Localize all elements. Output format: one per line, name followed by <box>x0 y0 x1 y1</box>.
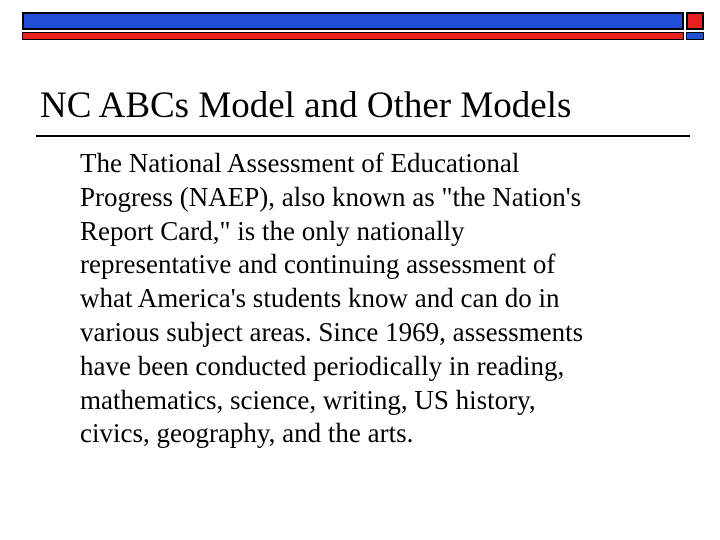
body-line: civics, geography, and the arts. <box>80 418 414 449</box>
header-bar-blue <box>22 12 684 30</box>
body-line: what America's students know and can do in <box>80 283 560 314</box>
body-line: The National Assessment of Educational <box>80 148 520 178</box>
header-square-red <box>686 12 704 30</box>
body-line: Progress (NAEP), also known as "the Nation's <box>80 181 582 212</box>
header-bar-red <box>22 32 684 40</box>
body-line: Report Card," is the only nationally <box>80 215 465 246</box>
body-line: have been conducted periodically in reading, <box>80 350 565 381</box>
body-line: mathematics, science, writing, US history, <box>80 384 536 415</box>
slide-body <box>80 147 702 451</box>
body-line: various subject areas. Since 1969, assessments <box>80 316 584 347</box>
header-square-blue <box>686 32 704 40</box>
slide-title: NC ABCs Model and Other Models <box>40 85 572 126</box>
title-underline <box>36 135 690 137</box>
body-line: representative and continuing assessment of <box>80 249 556 280</box>
